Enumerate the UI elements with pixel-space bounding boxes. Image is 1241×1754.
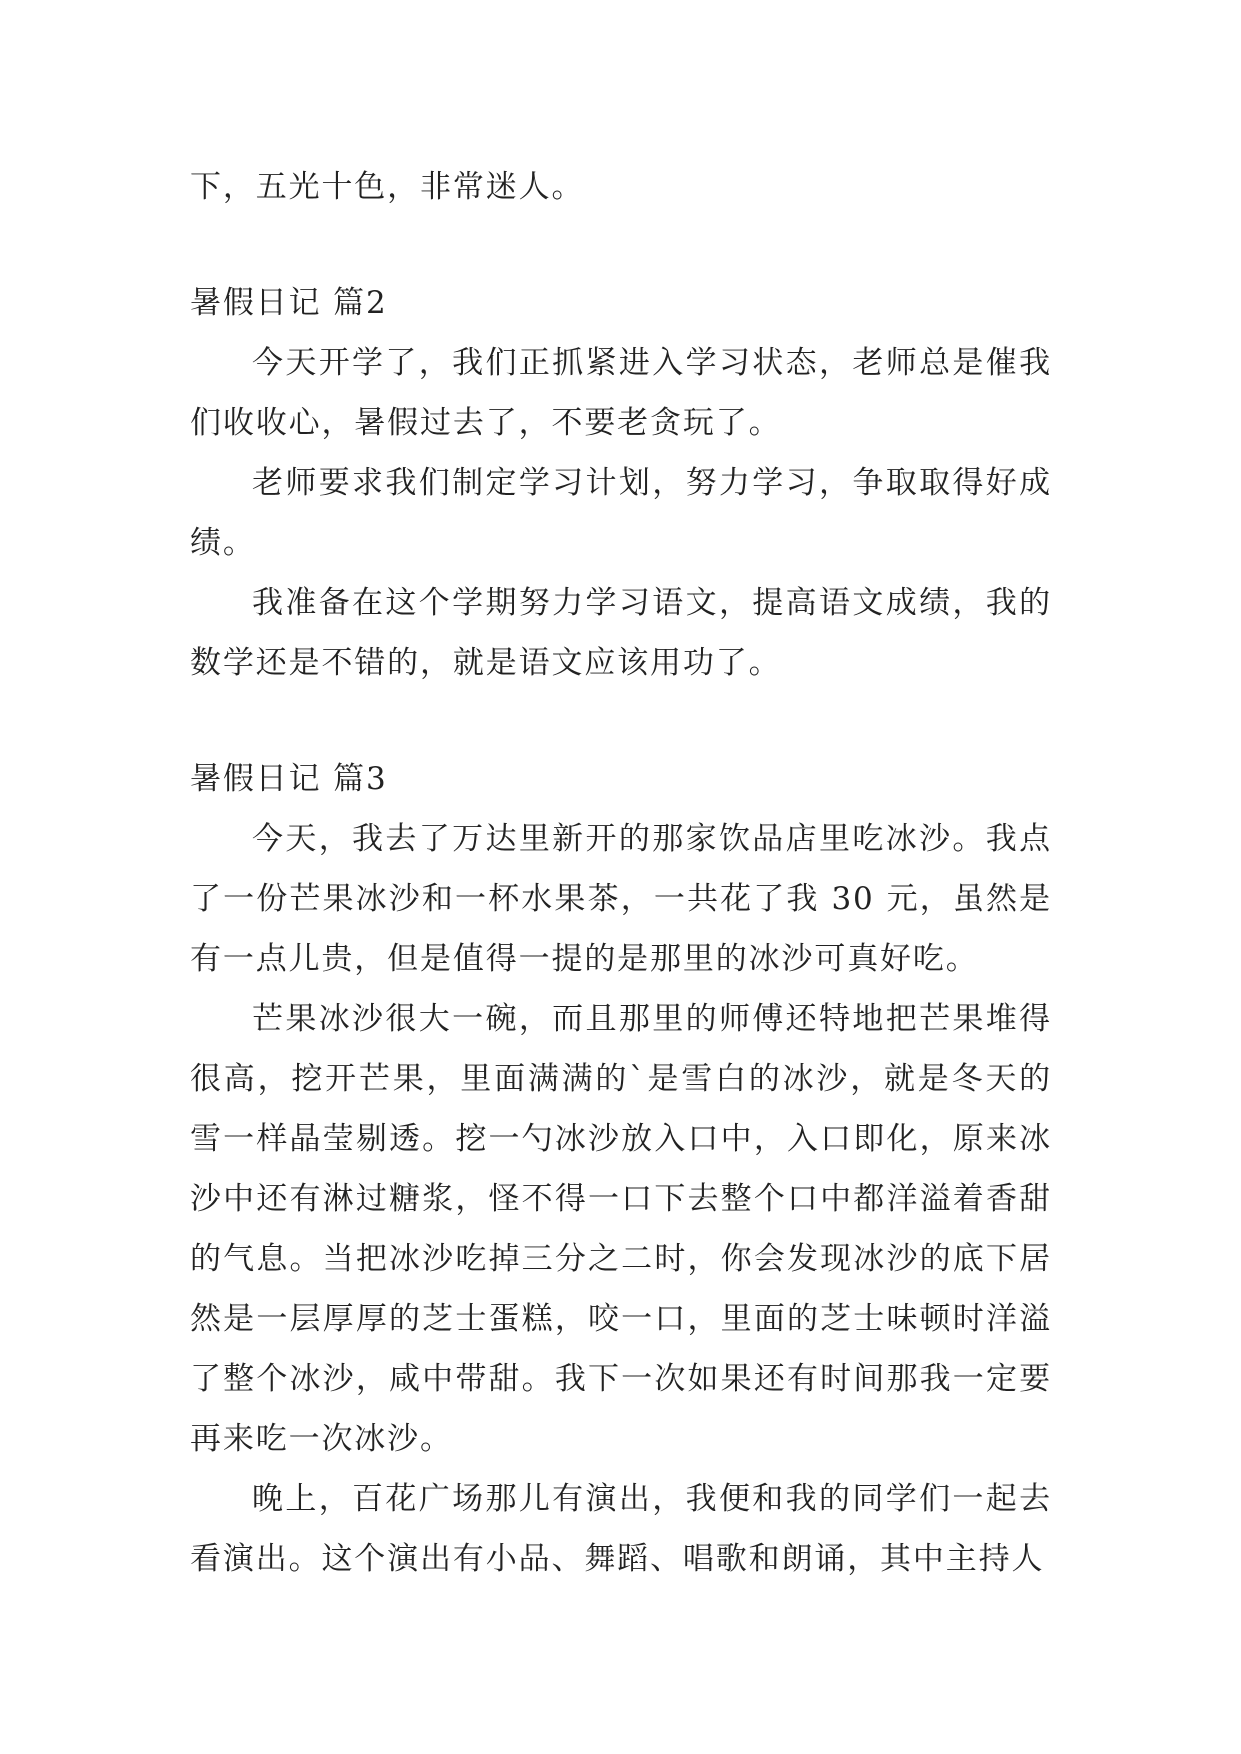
paragraph: 今天开学了，我们正抓紧进入学习状态，老师总是催我们收收心，暑假过去了，不要老贪玩了。 [190,345,1052,441]
paragraph: 晚上，百花广场那儿有演出，我便和我的同学们一起去看演出。这个演出有小品、舞蹈、唱歌和朗诵，其中主持人 [190,1481,1052,1577]
paragraph: 芒果冰沙很大一碗，而且那里的师傅还特地把芒果堆得很高，挖开芒果，里面满满的`是雪白的冰沙，就是冬天的雪一样晶莹剔透。挖一勺冰沙放入口中，入口即化，原来冰沙中还有淋过糖浆，怪不得一口下去整个口中都洋溢着香甜的气息。当把冰沙吃掉三分之二时，你会发现冰沙的底下居然是一层厚厚的芝士蛋糕，咬一口，里面的芝士味顿时洋溢了整个冰沙，咸中带甜。我下一次如果还有时间那我一定要再来吃一次冰沙。 [190,1001,1052,1457]
section-heading: 暑假日记 篇2 [190,285,388,321]
paragraph: 老师要求我们制定学习计划，努力学习，争取取得好成绩。 [190,465,1052,561]
paragraph: 我准备在这个学期努力学习语文，提高语文成绩，我的数学还是不错的，就是语文应该用功了。 [190,585,1052,681]
section-spacer [190,693,1052,749]
document-body [190,157,1052,1589]
paragraph: 今天，我去了万达里新开的那家饮品店里吃冰沙。我点了一份芒果冰沙和一杯水果茶，一共花了我 30 元，虽然是有一点儿贵，但是值得一提的是那里的冰沙可真好吃。 [190,821,1052,977]
section-diary-2 [190,273,1052,693]
section-heading: 暑假日记 篇3 [190,761,388,797]
section-diary-3 [190,749,1052,1589]
lead-paragraph: 下，五光十色，非常迷人。 [190,169,585,205]
section-spacer [190,217,1052,273]
